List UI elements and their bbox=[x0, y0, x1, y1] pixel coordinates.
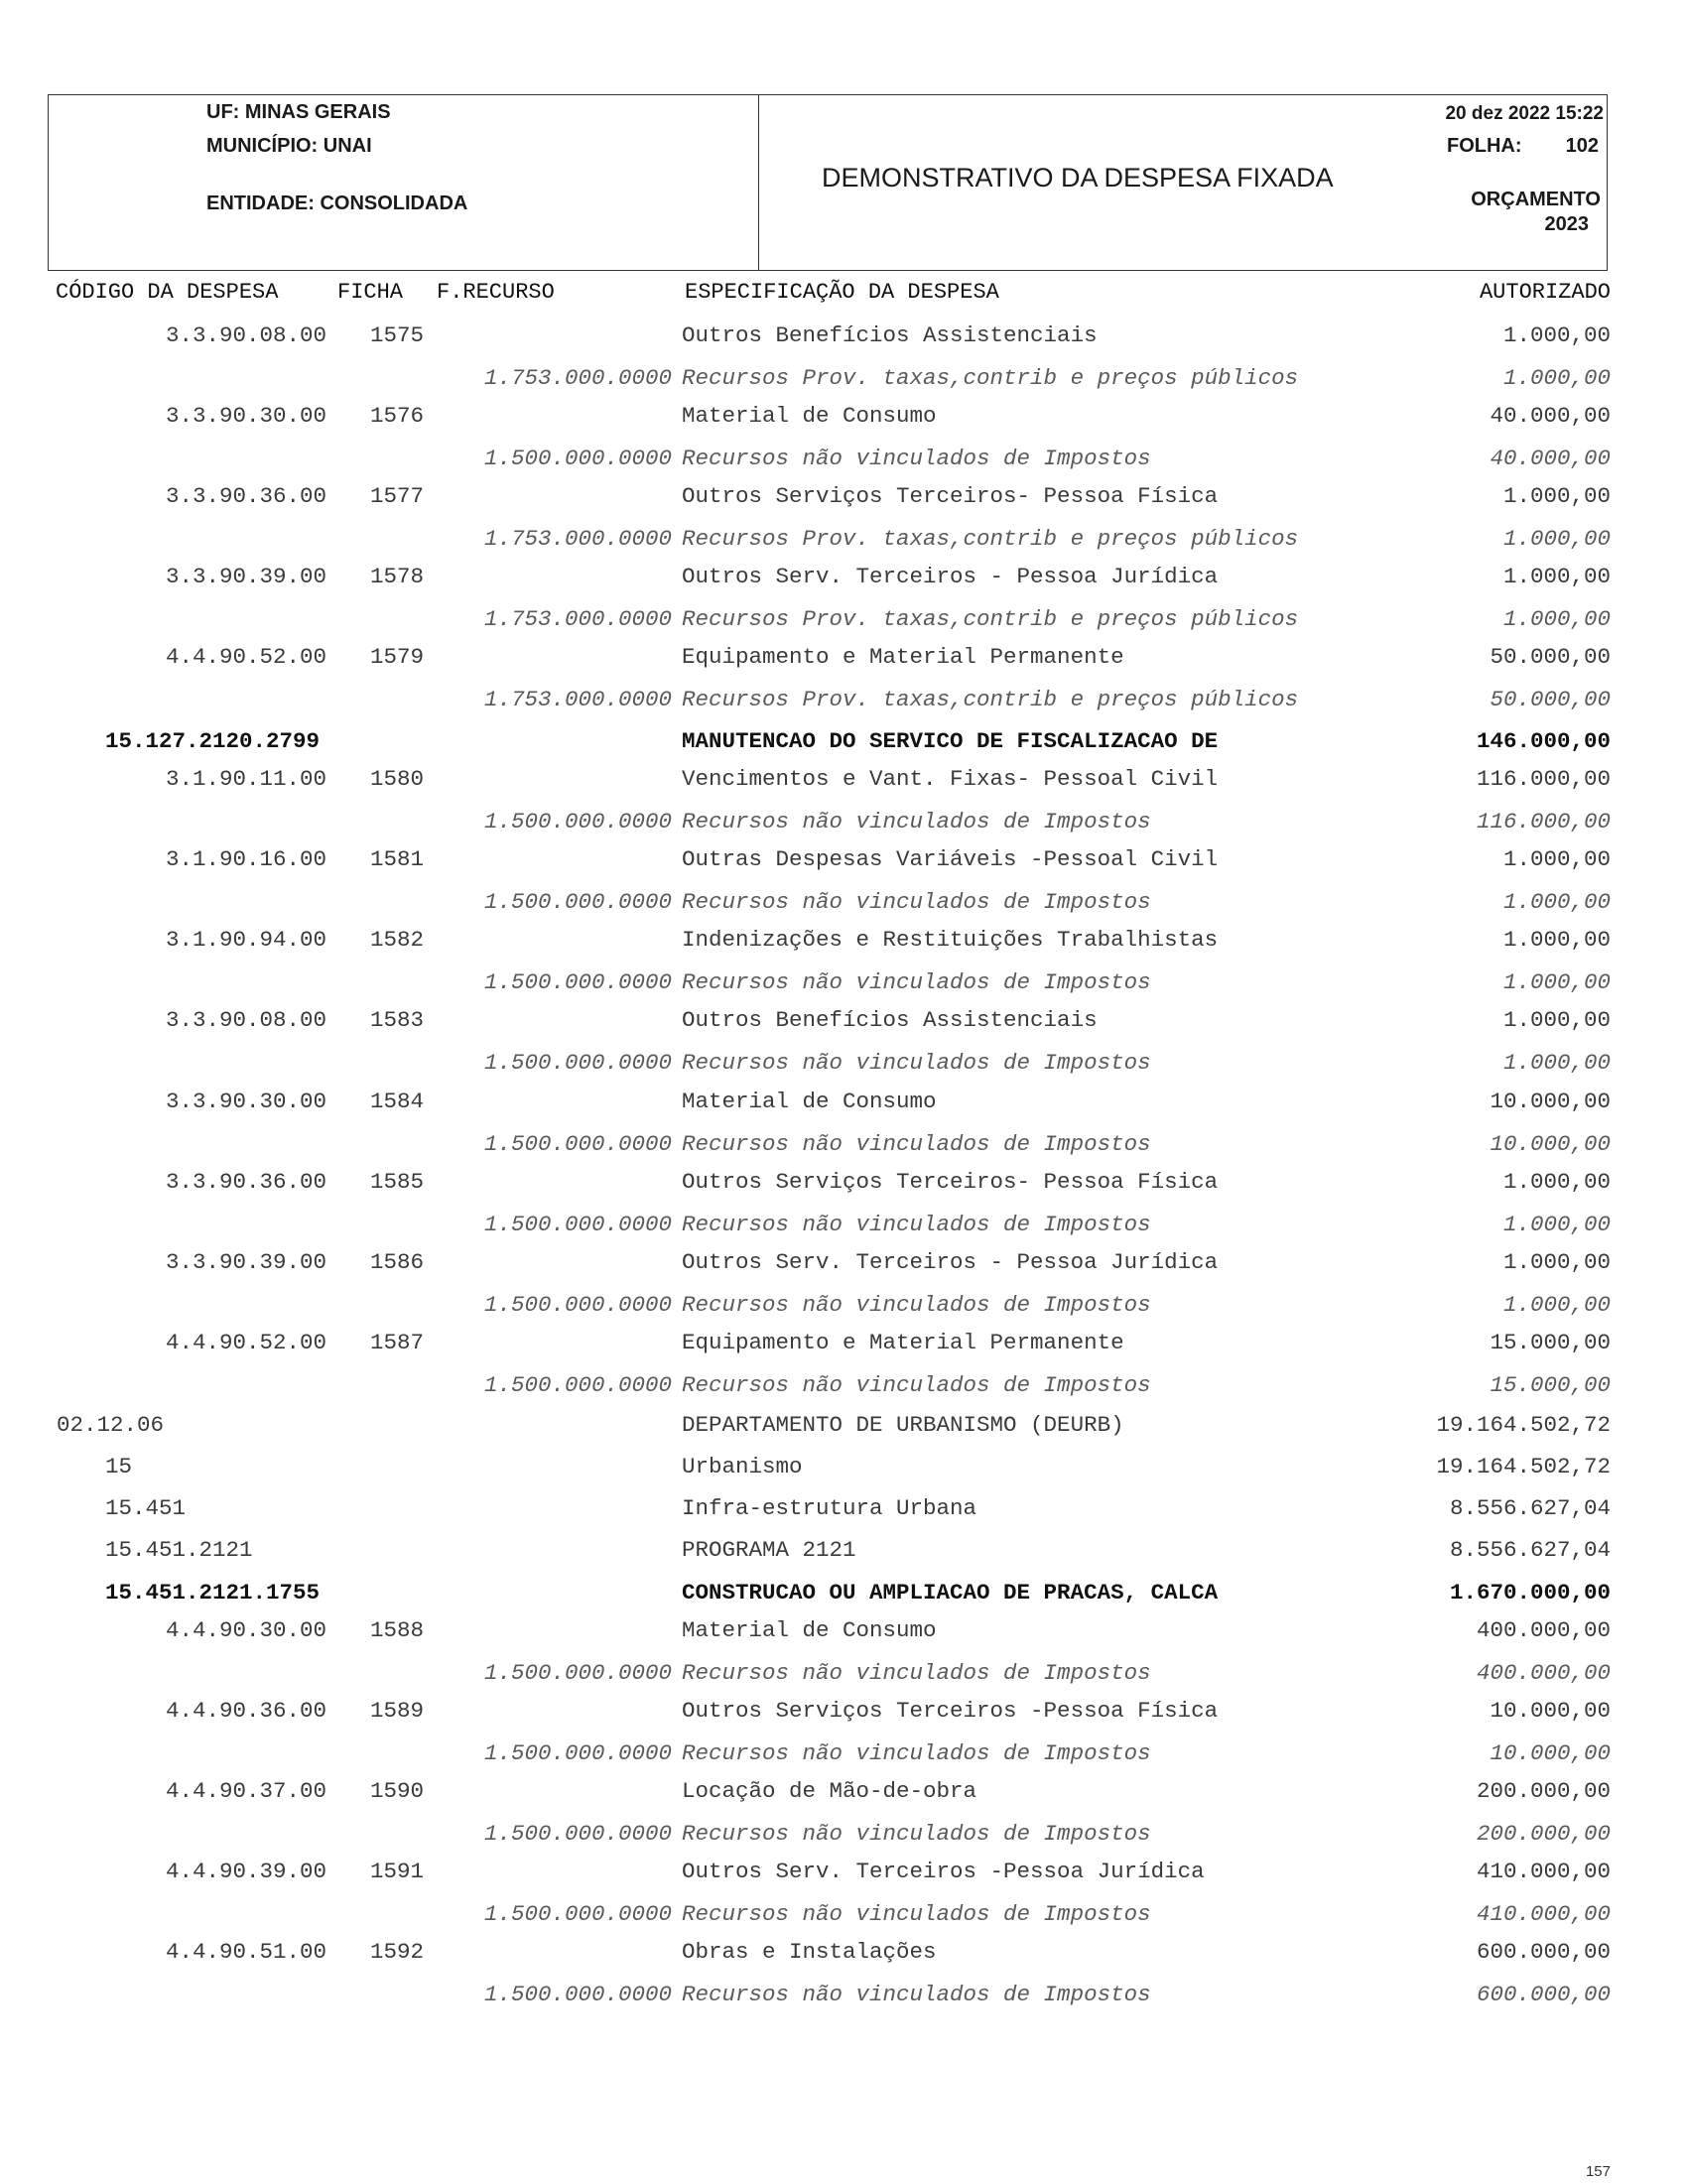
authorized-value: 116.000,00 bbox=[1476, 766, 1611, 792]
resource-row bbox=[0, 1740, 1688, 1770]
ficha-number: 1576 bbox=[370, 403, 425, 429]
expense-code: 4.4.90.37.00 bbox=[166, 1778, 327, 1804]
expense-description: Recursos não vinculados de Impostos bbox=[682, 1131, 1151, 1157]
authorized-value: 15.000,00 bbox=[1490, 1330, 1611, 1355]
resource-row bbox=[0, 687, 1688, 716]
expense-description: Outros Serviços Terceiros- Pessoa Física bbox=[682, 483, 1219, 509]
resource-row bbox=[0, 889, 1688, 919]
ficha-number: 1580 bbox=[370, 766, 425, 792]
ficha-number: 1582 bbox=[370, 927, 425, 953]
authorized-value: 116.000,00 bbox=[1476, 809, 1611, 835]
expense-description: Outros Benefícios Assistenciais bbox=[682, 322, 1098, 348]
resource-row bbox=[0, 1660, 1688, 1690]
expense-description: Outros Serviços Terceiros- Pessoa Física bbox=[682, 1169, 1219, 1195]
expense-code: 4.4.90.30.00 bbox=[166, 1617, 327, 1643]
fonte-recurso: 1.753.000.0000 bbox=[483, 687, 672, 712]
expense-description: DEPARTAMENTO DE URBANISMO (DEURB) bbox=[682, 1412, 1124, 1438]
expense-description: Outros Serv. Terceiros - Pessoa Jurídica bbox=[682, 1249, 1219, 1275]
fonte-recurso: 1.500.000.0000 bbox=[483, 446, 672, 471]
ficha-number: 1589 bbox=[370, 1698, 425, 1724]
function-code: 15.451 bbox=[105, 1495, 187, 1521]
expense-description: Equipamento e Material Permanente bbox=[682, 1330, 1124, 1355]
folha-label: FOLHA: bbox=[1447, 135, 1522, 157]
expense-description: Recursos Prov. taxas,contrib e preços públicos bbox=[682, 687, 1299, 712]
expense-row bbox=[0, 403, 1688, 433]
resource-row bbox=[0, 606, 1688, 636]
fonte-recurso: 1.500.000.0000 bbox=[483, 1982, 672, 2007]
resource-row bbox=[0, 1131, 1688, 1161]
expense-code: 4.4.90.39.00 bbox=[166, 1859, 327, 1884]
expense-row bbox=[0, 322, 1688, 352]
expense-code: 3.1.90.94.00 bbox=[166, 927, 327, 953]
group-row bbox=[0, 1495, 1688, 1525]
expense-description: CONSTRUCAO OU AMPLIACAO DE PRACAS, CALCA bbox=[682, 1580, 1219, 1606]
expense-description: Vencimentos e Vant. Fixas- Pessoal Civil bbox=[682, 766, 1219, 792]
expense-description: Equipamento e Material Permanente bbox=[682, 644, 1124, 670]
expense-description: Recursos Prov. taxas,contrib e preços públicos bbox=[682, 365, 1299, 391]
fonte-recurso: 1.500.000.0000 bbox=[483, 1660, 672, 1686]
ficha-number: 1588 bbox=[370, 1617, 425, 1643]
expense-row bbox=[0, 766, 1688, 796]
authorized-value: 600.000,00 bbox=[1476, 1982, 1611, 2007]
fonte-recurso: 1.500.000.0000 bbox=[483, 1372, 672, 1398]
ficha-number: 1592 bbox=[370, 1939, 425, 1965]
expense-code: 3.3.90.36.00 bbox=[166, 1169, 327, 1195]
authorized-value: 1.000,00 bbox=[1502, 1050, 1611, 1076]
report-datetime: 20 dez 2022 15:22 bbox=[1445, 103, 1604, 124]
col-header-frecurso: F.RECURSO bbox=[437, 280, 555, 305]
authorized-value: 10.000,00 bbox=[1490, 1740, 1611, 1766]
ficha-number: 1578 bbox=[370, 564, 425, 589]
authorized-value: 19.164.502,72 bbox=[1436, 1454, 1611, 1479]
function-code: 15 bbox=[105, 1454, 133, 1479]
page-number: 157 bbox=[1585, 2163, 1611, 2180]
fonte-recurso: 1.500.000.0000 bbox=[483, 809, 672, 835]
expense-description: Recursos não vinculados de Impostos bbox=[682, 969, 1151, 995]
authorized-value: 1.000,00 bbox=[1502, 365, 1611, 391]
unit-code: 02.12.06 bbox=[57, 1412, 165, 1438]
expense-row bbox=[0, 1859, 1688, 1888]
resource-row bbox=[0, 1821, 1688, 1851]
fonte-recurso: 1.500.000.0000 bbox=[483, 1740, 672, 1766]
authorized-value: 600.000,00 bbox=[1476, 1939, 1611, 1965]
expense-description: Recursos não vinculados de Impostos bbox=[682, 1660, 1151, 1686]
authorized-value: 1.000,00 bbox=[1502, 1007, 1611, 1033]
authorized-value: 1.000,00 bbox=[1502, 846, 1611, 872]
expense-description: Recursos não vinculados de Impostos bbox=[682, 1050, 1151, 1076]
authorized-value: 410.000,00 bbox=[1476, 1859, 1611, 1884]
expense-description: Material de Consumo bbox=[682, 1089, 937, 1114]
resource-row bbox=[0, 809, 1688, 838]
expense-code: 3.3.90.39.00 bbox=[166, 1249, 327, 1275]
expense-description: Recursos não vinculados de Impostos bbox=[682, 1212, 1151, 1237]
resource-row bbox=[0, 1050, 1688, 1080]
expense-code: 4.4.90.52.00 bbox=[166, 1330, 327, 1355]
fonte-recurso: 1.500.000.0000 bbox=[483, 969, 672, 995]
expense-description: Outros Serv. Terceiros -Pessoa Jurídica bbox=[682, 1859, 1205, 1884]
fonte-recurso: 1.753.000.0000 bbox=[483, 606, 672, 632]
authorized-value: 8.556.627,04 bbox=[1449, 1495, 1611, 1521]
group-row bbox=[0, 1580, 1688, 1609]
resource-row bbox=[0, 446, 1688, 475]
ficha-number: 1585 bbox=[370, 1169, 425, 1195]
fonte-recurso: 1.753.000.0000 bbox=[483, 365, 672, 391]
authorized-value: 400.000,00 bbox=[1476, 1660, 1611, 1686]
expense-description: Recursos não vinculados de Impostos bbox=[682, 809, 1151, 835]
authorized-value: 146.000,00 bbox=[1476, 728, 1611, 754]
fonte-recurso: 1.500.000.0000 bbox=[483, 1821, 672, 1847]
ficha-number: 1581 bbox=[370, 846, 425, 872]
ficha-number: 1591 bbox=[370, 1859, 425, 1884]
authorized-value: 15.000,00 bbox=[1490, 1372, 1611, 1398]
expense-row bbox=[0, 846, 1688, 876]
fonte-recurso: 1.500.000.0000 bbox=[483, 889, 672, 915]
expense-description: Recursos não vinculados de Impostos bbox=[682, 1982, 1151, 2007]
expense-row bbox=[0, 1939, 1688, 1969]
authorized-value: 400.000,00 bbox=[1476, 1617, 1611, 1643]
folha-value: 102 bbox=[1565, 135, 1599, 157]
expense-row bbox=[0, 564, 1688, 593]
expense-description: Recursos não vinculados de Impostos bbox=[682, 1372, 1151, 1398]
expense-description: Outros Serviços Terceiros -Pessoa Física bbox=[682, 1698, 1219, 1724]
expense-description: Obras e Instalações bbox=[682, 1939, 937, 1965]
expense-code: 4.4.90.36.00 bbox=[166, 1698, 327, 1724]
expense-description: Recursos não vinculados de Impostos bbox=[682, 446, 1151, 471]
authorized-value: 410.000,00 bbox=[1476, 1901, 1611, 1927]
expense-code: 3.3.90.08.00 bbox=[166, 1007, 327, 1033]
ficha-number: 1587 bbox=[370, 1330, 425, 1355]
col-header-ficha: FICHA bbox=[337, 280, 404, 305]
expense-description: Recursos Prov. taxas,contrib e preços públicos bbox=[682, 526, 1299, 552]
authorized-value: 50.000,00 bbox=[1490, 644, 1611, 670]
fonte-recurso: 1.500.000.0000 bbox=[483, 1050, 672, 1076]
expense-description: Urbanismo bbox=[682, 1454, 803, 1479]
function-code: 15.451.2121 bbox=[105, 1537, 253, 1563]
ficha-number: 1575 bbox=[370, 322, 425, 348]
expense-row bbox=[0, 1169, 1688, 1199]
group-row bbox=[0, 1454, 1688, 1483]
col-header-especificacao: ESPECIFICAÇÃO DA DESPESA bbox=[685, 280, 999, 305]
resource-row bbox=[0, 1901, 1688, 1931]
authorized-value: 1.670.000,00 bbox=[1449, 1580, 1611, 1606]
expense-description: Material de Consumo bbox=[682, 403, 937, 429]
authorized-value: 10.000,00 bbox=[1490, 1698, 1611, 1724]
ficha-number: 1584 bbox=[370, 1089, 425, 1114]
authorized-value: 1.000,00 bbox=[1502, 927, 1611, 953]
ficha-number: 1577 bbox=[370, 483, 425, 509]
ficha-number: 1586 bbox=[370, 1249, 425, 1275]
orcamento-year: 2023 bbox=[1544, 213, 1589, 235]
resource-row bbox=[0, 969, 1688, 999]
authorized-value: 50.000,00 bbox=[1490, 687, 1611, 712]
expense-row bbox=[0, 927, 1688, 957]
expense-row bbox=[0, 1249, 1688, 1279]
col-header-codigo: CÓDIGO DA DESPESA bbox=[56, 280, 279, 305]
expense-description: Recursos não vinculados de Impostos bbox=[682, 1292, 1151, 1318]
action-code: 15.451.2121.1755 bbox=[105, 1580, 321, 1606]
expense-row bbox=[0, 1007, 1688, 1037]
authorized-value: 10.000,00 bbox=[1490, 1089, 1611, 1114]
report-title: DEMONSTRATIVO DA DESPESA FIXADA bbox=[822, 163, 1334, 193]
expense-description: Indenizações e Restituições Trabalhistas bbox=[682, 927, 1219, 953]
municipio-label: MUNICÍPIO: UNAI bbox=[206, 135, 372, 157]
authorized-value: 10.000,00 bbox=[1490, 1131, 1611, 1157]
expense-code: 3.3.90.36.00 bbox=[166, 483, 327, 509]
action-code: 15.127.2120.2799 bbox=[105, 728, 321, 754]
uf-label: UF: MINAS GERAIS bbox=[206, 101, 391, 123]
authorized-value: 40.000,00 bbox=[1490, 403, 1611, 429]
authorized-value: 1.000,00 bbox=[1502, 1292, 1611, 1318]
authorized-value: 1.000,00 bbox=[1502, 564, 1611, 589]
expense-description: Recursos não vinculados de Impostos bbox=[682, 1901, 1151, 1927]
group-row bbox=[0, 1537, 1688, 1567]
expense-code: 3.1.90.16.00 bbox=[166, 846, 327, 872]
group-row bbox=[0, 1412, 1688, 1442]
entidade-label: ENTIDADE: CONSOLIDADA bbox=[206, 193, 468, 214]
authorized-value: 40.000,00 bbox=[1490, 446, 1611, 471]
resource-row bbox=[0, 365, 1688, 395]
expense-row bbox=[0, 1617, 1688, 1647]
fonte-recurso: 1.500.000.0000 bbox=[483, 1292, 672, 1318]
expense-description: PROGRAMA 2121 bbox=[682, 1537, 856, 1563]
authorized-value: 200.000,00 bbox=[1476, 1821, 1611, 1847]
expense-row bbox=[0, 1778, 1688, 1808]
ficha-number: 1583 bbox=[370, 1007, 425, 1033]
resource-row bbox=[0, 1212, 1688, 1241]
authorized-value: 1.000,00 bbox=[1502, 526, 1611, 552]
expense-description: MANUTENCAO DO SERVICO DE FISCALIZACAO DE bbox=[682, 728, 1219, 754]
authorized-value: 8.556.627,04 bbox=[1449, 1537, 1611, 1563]
authorized-value: 1.000,00 bbox=[1502, 1212, 1611, 1237]
expense-description: Recursos não vinculados de Impostos bbox=[682, 889, 1151, 915]
expense-description: Recursos não vinculados de Impostos bbox=[682, 1740, 1151, 1766]
resource-row bbox=[0, 1372, 1688, 1402]
expense-description: Outras Despesas Variáveis -Pessoal Civil bbox=[682, 846, 1219, 872]
expense-description: Outros Serv. Terceiros - Pessoa Jurídica bbox=[682, 564, 1219, 589]
authorized-value: 19.164.502,72 bbox=[1436, 1412, 1611, 1438]
expense-code: 3.3.90.30.00 bbox=[166, 1089, 327, 1114]
authorized-value: 1.000,00 bbox=[1502, 1249, 1611, 1275]
expense-row bbox=[0, 483, 1688, 513]
expense-description: Recursos não vinculados de Impostos bbox=[682, 1821, 1151, 1847]
expense-description: Outros Benefícios Assistenciais bbox=[682, 1007, 1098, 1033]
resource-row bbox=[0, 526, 1688, 556]
fonte-recurso: 1.500.000.0000 bbox=[483, 1901, 672, 1927]
expense-code: 3.3.90.30.00 bbox=[166, 403, 327, 429]
authorized-value: 1.000,00 bbox=[1502, 1169, 1611, 1195]
authorized-value: 1.000,00 bbox=[1502, 483, 1611, 509]
col-header-autorizado: AUTORIZADO bbox=[1479, 280, 1611, 305]
authorized-value: 200.000,00 bbox=[1476, 1778, 1611, 1804]
group-row bbox=[0, 728, 1688, 758]
authorized-value: 1.000,00 bbox=[1502, 889, 1611, 915]
expense-row bbox=[0, 1698, 1688, 1728]
expense-code: 4.4.90.51.00 bbox=[166, 1939, 327, 1965]
fonte-recurso: 1.500.000.0000 bbox=[483, 1131, 672, 1157]
resource-row bbox=[0, 1292, 1688, 1322]
ficha-number: 1590 bbox=[370, 1778, 425, 1804]
expense-code: 3.3.90.39.00 bbox=[166, 564, 327, 589]
expense-description: Material de Consumo bbox=[682, 1617, 937, 1643]
expense-description: Locação de Mão-de-obra bbox=[682, 1778, 977, 1804]
expense-description: Infra-estrutura Urbana bbox=[682, 1495, 977, 1521]
authorized-value: 1.000,00 bbox=[1502, 969, 1611, 995]
expense-code: 4.4.90.52.00 bbox=[166, 644, 327, 670]
expense-description: Recursos Prov. taxas,contrib e preços públicos bbox=[682, 606, 1299, 632]
orcamento-label: ORÇAMENTO bbox=[1471, 189, 1601, 210]
expense-row bbox=[0, 1089, 1688, 1118]
fonte-recurso: 1.500.000.0000 bbox=[483, 1212, 672, 1237]
resource-row bbox=[0, 1982, 1688, 2011]
expense-row bbox=[0, 644, 1688, 674]
authorized-value: 1.000,00 bbox=[1502, 322, 1611, 348]
expense-code: 3.1.90.11.00 bbox=[166, 766, 327, 792]
ficha-number: 1579 bbox=[370, 644, 425, 670]
authorized-value: 1.000,00 bbox=[1502, 606, 1611, 632]
expense-code: 3.3.90.08.00 bbox=[166, 322, 327, 348]
expense-row bbox=[0, 1330, 1688, 1359]
fonte-recurso: 1.753.000.0000 bbox=[483, 526, 672, 552]
